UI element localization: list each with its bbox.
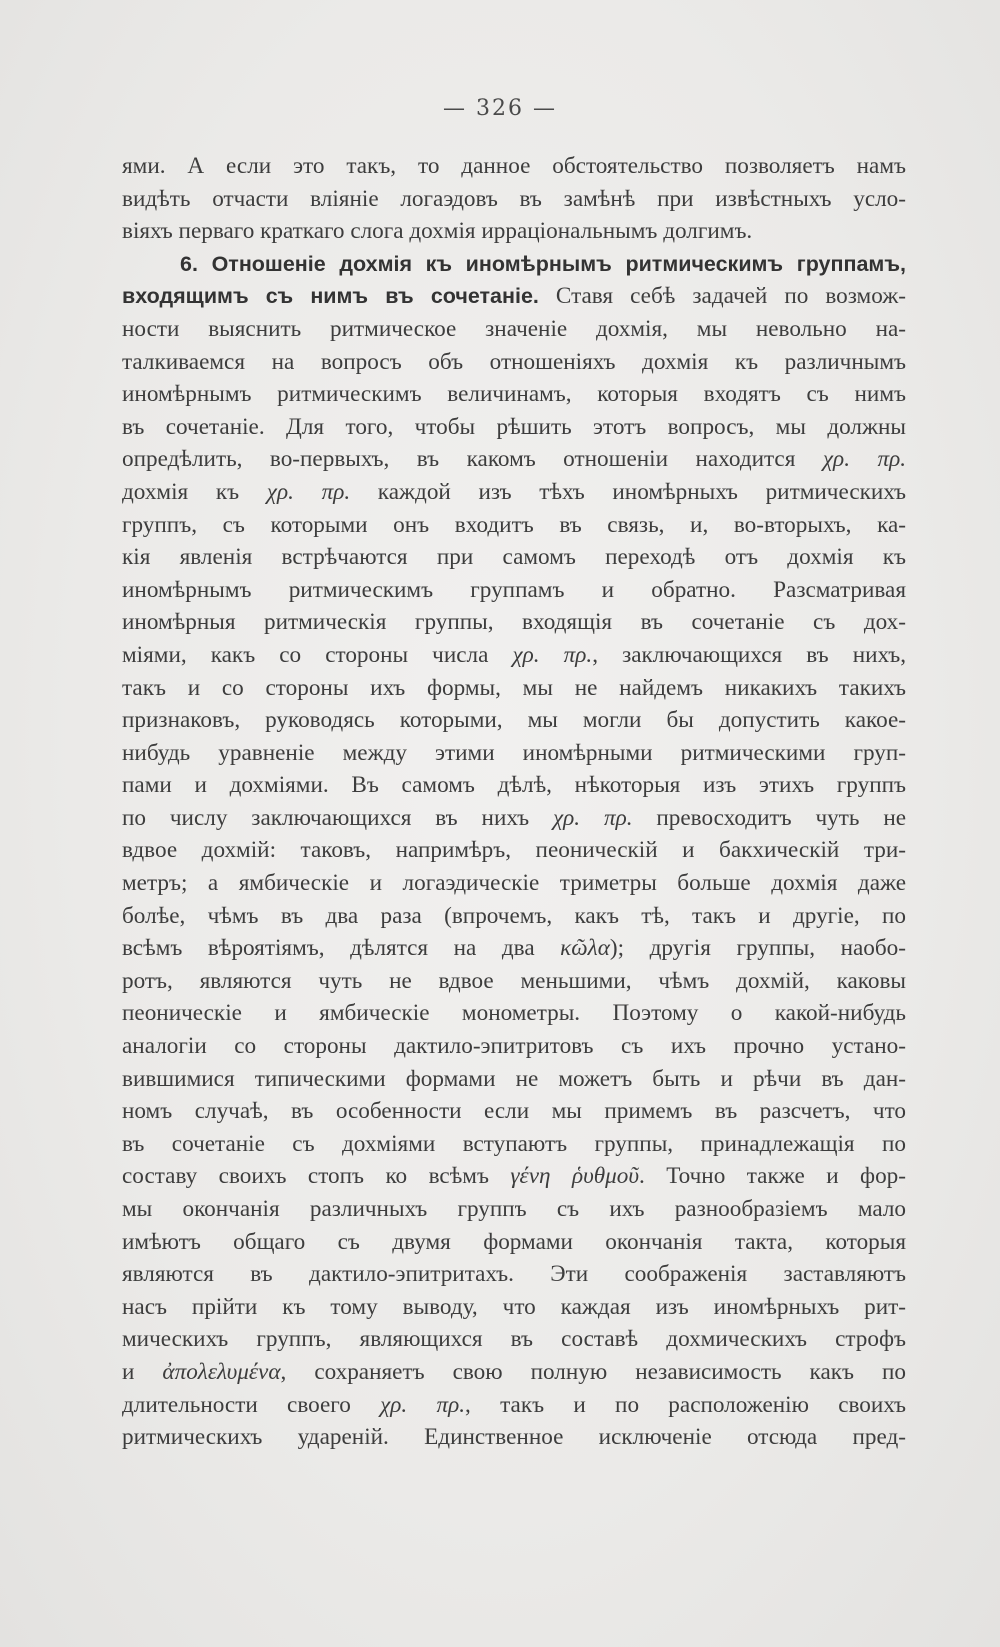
text-line <box>122 541 906 574</box>
text-line <box>122 1421 906 1454</box>
text-run: иномѣрнымъ ритмическимъ группамъ и обратно. Разсматривая <box>122 576 906 603</box>
text-line <box>122 932 906 965</box>
text-line <box>122 1063 906 1096</box>
text-run: міями, какъ со стороны числа <box>122 641 513 668</box>
text-run: имѣютъ общаго съ двумя формами окончанія такта, которыя <box>122 1228 906 1255</box>
greek-term: χρ. πρ. <box>266 478 351 505</box>
text-line <box>122 639 906 672</box>
text-run: аналогіи со стороны дактило-эпитритовъ съ ихъ прочно устано- <box>122 1033 906 1060</box>
text-run: кія явленія встрѣчаются при самомъ переходѣ отъ дохмія къ <box>122 544 906 571</box>
page-number: — 326 — <box>443 96 557 121</box>
text-run: иномѣрныя ритмическія группы, входящія въ сочетаніе съ дох- <box>122 609 906 636</box>
text-run: нибудь уравненіе между этими иномѣрными ритмическими груп- <box>122 739 906 766</box>
text-line <box>122 1193 906 1226</box>
text-line <box>122 1226 906 1259</box>
text-line <box>122 1323 906 1356</box>
text-run: . Точно также и фор- <box>638 1163 906 1190</box>
text-line <box>122 672 906 705</box>
text-run: ); другія группы, наобо- <box>609 935 906 962</box>
text-line <box>122 313 906 346</box>
text-line <box>122 802 906 835</box>
text-run: составу своихъ стопъ ко всѣмъ <box>122 1163 511 1190</box>
text-run: мы окончанія различныхъ группъ съ ихъ разнообразіемъ мало <box>122 1196 906 1222</box>
section-heading-text: входящимъ съ нимъ въ сочетаніе. <box>122 284 539 309</box>
text-run: дохмія къ <box>122 478 267 505</box>
greek-term: ἀπολελυμένα <box>162 1358 281 1385</box>
text-run: по числу заключающихся въ нихъ <box>122 804 553 831</box>
text-run: вившимися типическими формами не можетъ быть и рѣчи въ дан- <box>122 1065 906 1092</box>
text-run: длительности своего <box>122 1391 381 1418</box>
text-run: метръ; а ямбическіе и логаэдическіе триметры больше дохмія даже <box>122 870 906 897</box>
text-line <box>122 965 906 998</box>
text-run: видѣть отчасти вліяніе логаэдовъ въ замѣнѣ при извѣстныхъ усло- <box>122 185 906 212</box>
text-run: талкиваемся на вопросъ объ отношеніяхъ дохмія къ различнымъ <box>122 348 906 375</box>
text-run: , такъ и по расположенію своихъ <box>465 1391 907 1418</box>
text-run: и <box>122 1358 163 1385</box>
text-line <box>122 1095 906 1128</box>
section-heading-text: 6. Отношеніе дохмія къ иномѣрнымъ ритмическимъ группамъ, <box>180 251 906 276</box>
text-line <box>122 248 906 281</box>
text-line <box>122 1128 906 1161</box>
text-line <box>122 411 906 444</box>
greek-term: χρ. πρ. <box>822 446 906 473</box>
text-run: признаковъ, руководясь которыми, мы могли бы допустить какое- <box>122 707 906 734</box>
greek-term: κῶλα <box>560 935 610 962</box>
text-line <box>122 1389 906 1422</box>
text-run: каждой изъ тѣхъ иномѣрныхъ ритмическихъ <box>350 478 906 505</box>
text-run: ротъ, являются чуть не вдвое меньшими, чѣмъ дохмій, каковы <box>122 967 906 994</box>
text-run: пами и дохміями. Въ самомъ дѣлѣ, нѣкоторыя изъ этихъ группъ <box>122 772 906 799</box>
text-line <box>122 1356 906 1389</box>
text-run: вдвое дохмій: таковъ, напримѣръ, пеоническій и бакхическій три- <box>122 837 906 864</box>
text-line <box>122 443 906 476</box>
text-run: Ставя себѣ задачей по возмож- <box>538 283 906 310</box>
text-run: , заключающихся въ нихъ, <box>592 641 907 668</box>
greek-term: χρ. πρ. <box>512 641 593 668</box>
text-run: въ сочетаніе. Для того, чтобы рѣшить этотъ вопросъ, мы должны <box>122 413 906 440</box>
text-run: ритмическихъ удареній. Единственное исключеніе отсюда пред- <box>122 1424 906 1451</box>
text-run: группъ, съ которыми онъ входитъ въ связь, и, во-вторыхъ, ка- <box>122 511 906 538</box>
text-line <box>122 606 906 639</box>
body-text <box>122 150 906 1454</box>
text-line <box>122 900 906 933</box>
text-line <box>122 1160 906 1193</box>
text-run: опредѣлить, во-первыхъ, въ какомъ отношеніи находится <box>122 446 823 473</box>
text-line <box>122 1258 906 1291</box>
text-run: номъ случаѣ, въ особенности если мы примемъ въ разсчетъ, что <box>122 1098 906 1125</box>
text-run: ности выяснить ритмическое значеніе дохмія, мы невольно на- <box>122 315 906 342</box>
text-run: болѣе, чѣмъ въ два раза (впрочемъ, какъ тѣ, такъ и другіе, по <box>122 902 906 929</box>
text-line <box>122 183 906 216</box>
text-line <box>122 769 906 802</box>
text-line <box>122 346 906 379</box>
text-run: пеоническіе и ямбическіе монометры. Поэтому о какой-нибудь <box>122 1000 906 1027</box>
text-run: ями. А если это такъ, то данное обстоятельство позволяетъ намъ <box>122 153 906 179</box>
text-line <box>122 280 906 313</box>
greek-term: χρ. πρ. <box>552 804 633 831</box>
text-line <box>122 737 906 770</box>
text-run: всѣмъ вѣроятіямъ, дѣлятся на два <box>122 935 561 962</box>
text-line <box>122 215 906 248</box>
text-line <box>122 574 906 607</box>
text-line <box>122 867 906 900</box>
text-line <box>122 704 906 737</box>
text-run: иномѣрнымъ ритмическимъ величинамъ, которыя входятъ съ нимъ <box>122 381 906 408</box>
text-run: являются въ дактило-эпитритахъ. Эти соображенія заставляютъ <box>122 1261 906 1288</box>
greek-term: γένη ῥυθμοῦ <box>510 1163 639 1190</box>
text-line <box>122 378 906 411</box>
text-line <box>122 150 906 183</box>
text-run: віяхъ перваго краткаго слога дохмія ирраціональнымъ долгимъ. <box>122 218 753 245</box>
text-run: , сохраняетъ свою полную независимость какъ по <box>280 1358 906 1385</box>
text-run: насъ прійти къ тому выводу, что каждая изъ иномѣрныхъ рит- <box>122 1293 906 1320</box>
text-run: превосходитъ чуть не <box>632 804 907 831</box>
text-line <box>122 997 906 1030</box>
text-line <box>122 1291 906 1324</box>
greek-term: χρ. πρ. <box>380 1391 466 1418</box>
text-run: въ сочетаніе съ дохміями вступаютъ группы, принадлежащія по <box>122 1130 906 1157</box>
text-line <box>122 476 906 509</box>
text-run: мическихъ группъ, являющихся въ составѣ дохмическихъ строфъ <box>122 1326 906 1353</box>
text-line <box>122 509 906 542</box>
text-line <box>122 834 906 867</box>
text-run: такъ и со стороны ихъ формы, мы не найдемъ никакихъ такихъ <box>122 674 906 701</box>
text-line <box>122 1030 906 1063</box>
